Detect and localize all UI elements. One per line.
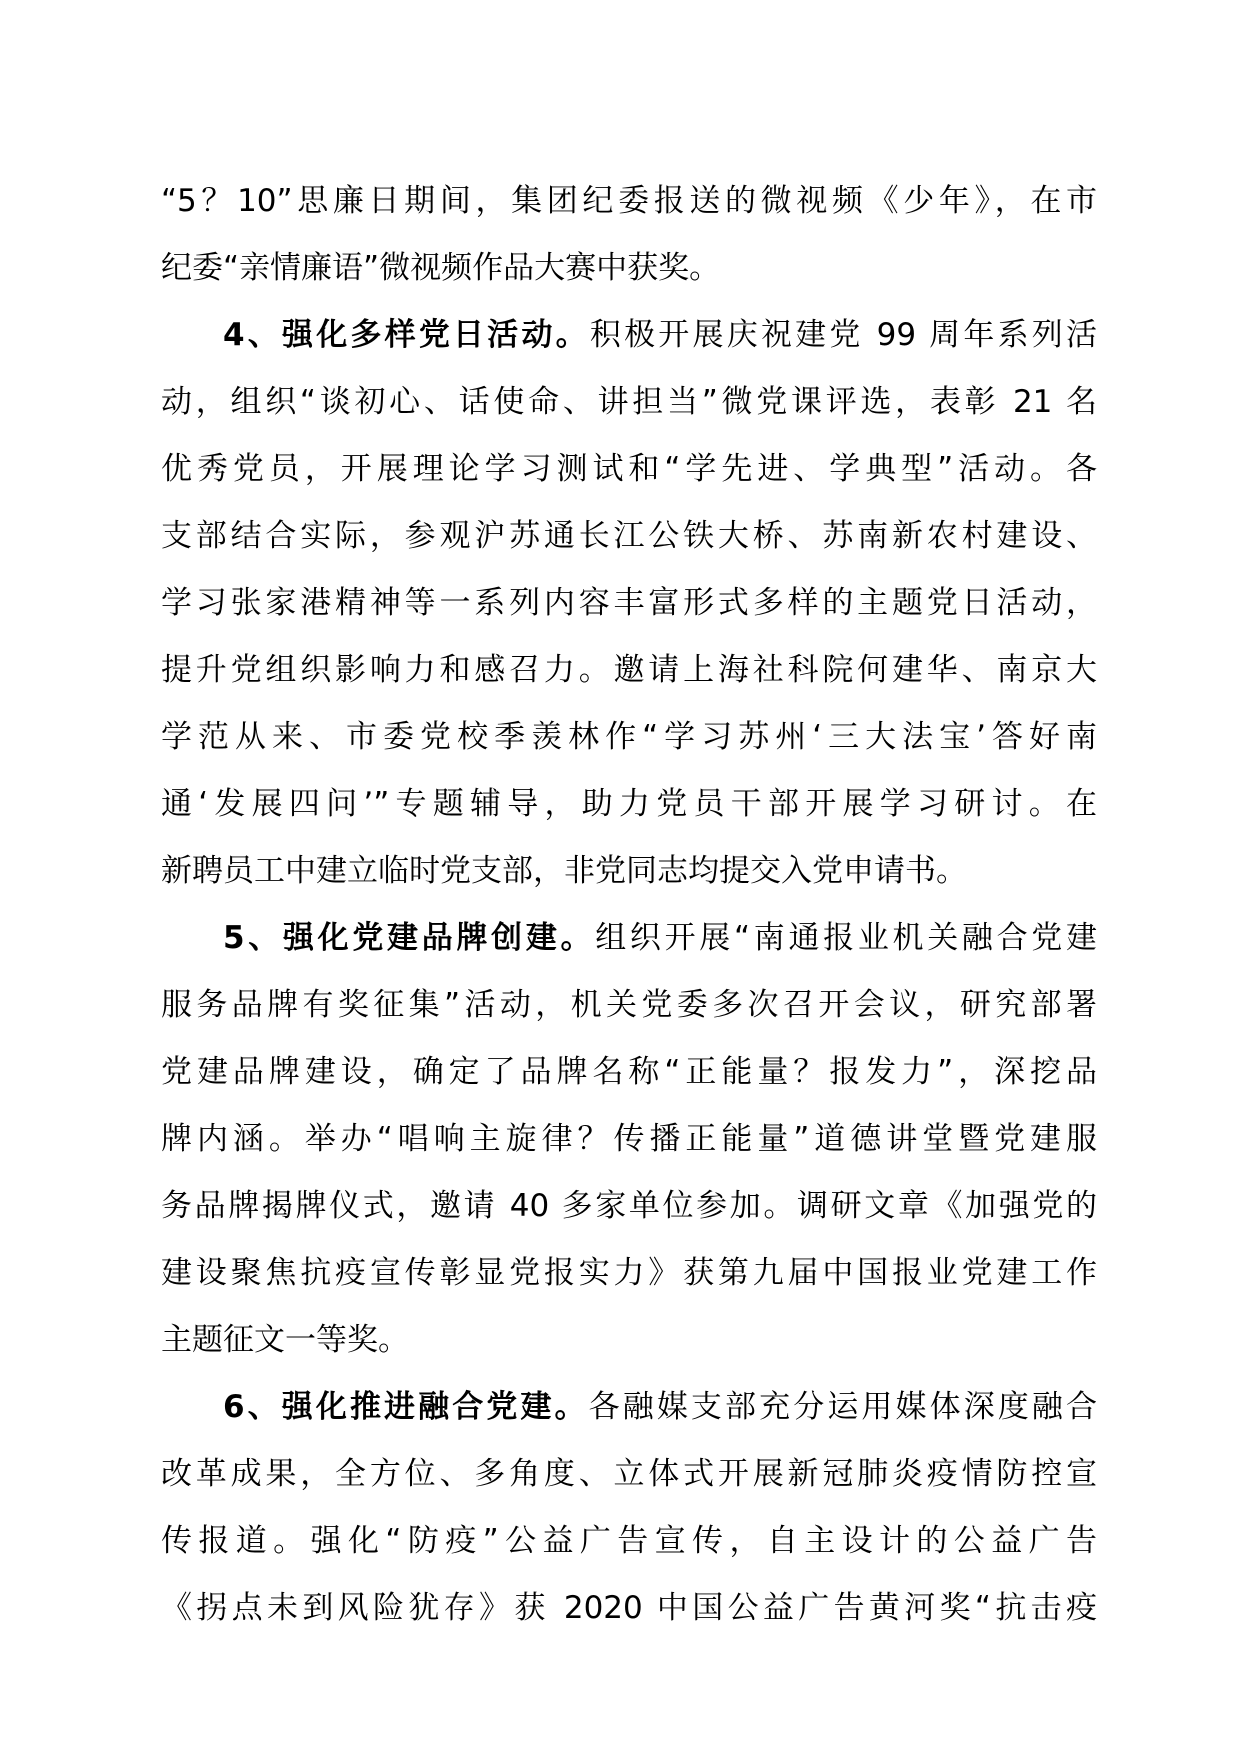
text-line: 建设聚焦抗疫宣传彰显党报实力》获第九届中国报业党建工作: [161, 1255, 1097, 1291]
section-6-first-line: [161, 1374, 1097, 1441]
text-line: 牌内涵。举办“唱响主旋律？传播正能量”道德讲堂暨党建服: [161, 1121, 1097, 1157]
document-body: [161, 168, 1097, 1642]
text-line: 务品牌揭牌仪式，邀请 40 多家单位参加。调研文章《加强党的: [161, 1188, 1097, 1224]
text-line: 支部结合实际，参观沪苏通长江公铁大桥、苏南新农村建设、: [161, 518, 1097, 554]
text-line: 纪委“亲情廉语”微视频作品大赛中获奖。: [161, 250, 721, 286]
text-line: 通‘发展四问’”专题辅导，助力党员干部开展学习研讨。在: [161, 786, 1097, 822]
text-line: 学习张家港精神等一系列内容丰富形式多样的主题党日活动，: [161, 585, 1097, 621]
section-4-heading: 4、强化多样党日活动。: [223, 317, 590, 353]
text-line: 改革成果，全方位、多角度、立体式开展新冠肺炎疫情防控宣: [161, 1456, 1097, 1492]
text-line: 优秀党员，开展理论学习测试和“学先进、学典型”活动。各: [161, 451, 1097, 487]
section-6-lead: 各融媒支部充分运用媒体深度融合: [588, 1389, 1097, 1425]
section-5-lead: 组织开展“南通报业机关融合党建: [595, 920, 1097, 956]
text-line: 学范从来、市委党校季羡林作“学习苏州‘三大法宝’答好南: [161, 719, 1097, 755]
text-line: 提升党组织影响力和感召力。邀请上海社科院何建华、南京大: [161, 652, 1097, 688]
text-line: 传报道。强化“防疫”公益广告宣传，自主设计的公益广告: [161, 1523, 1097, 1559]
section-5-first-line: [161, 905, 1097, 972]
section-5-heading: 5、强化党建品牌创建。: [223, 920, 596, 956]
section-6-heading: 6、强化推进融合党建。: [223, 1389, 589, 1425]
text-line: 主题征文一等奖。: [161, 1322, 409, 1358]
section-4-first-line: [161, 302, 1097, 369]
section-4-lead: 积极开展庆祝建党 99 周年系列: [589, 317, 1066, 353]
text-line: 服务品牌有奖征集”活动，机关党委多次召开会议，研究部署: [161, 987, 1097, 1023]
text-line: 动，组织“谈初心、话使命、讲担当”微党课评选，表彰 21 名: [161, 384, 1097, 420]
text-line: 党建品牌建设，确定了品牌名称“正能量？报发力”，深挖品: [161, 1054, 1097, 1090]
text-line: “5？10”思廉日期间，集团纪委报送的微视频《少年》，在市: [161, 183, 1097, 219]
text-line: 新聘员工中建立临时党支部，非党同志均提交入党申请书。: [161, 853, 967, 889]
text-fragment: 活: [1066, 317, 1097, 353]
text-line: 《拐点未到风险犹存》获 2020 中国公益广告黄河奖“抗击疫: [161, 1590, 1097, 1626]
